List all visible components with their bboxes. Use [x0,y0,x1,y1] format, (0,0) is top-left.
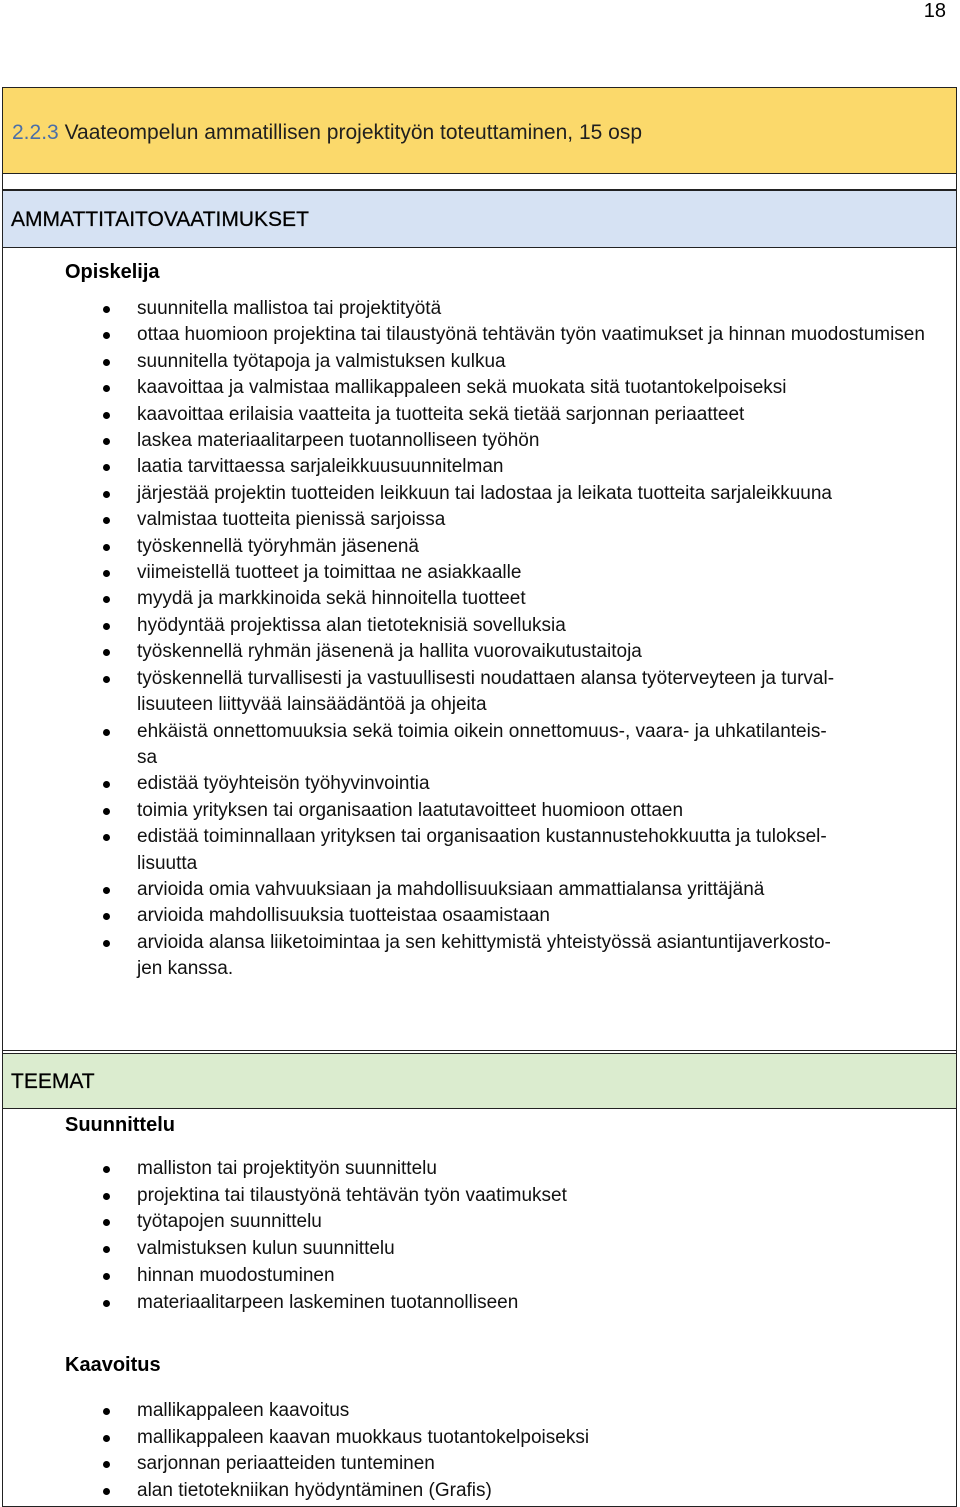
list-item [3,1451,956,1478]
list-item-text: projektina tai tilaustyönä tehtävän työn vaatimukset [137,1184,567,1206]
bullet-icon [103,1408,110,1415]
list-item [3,481,956,507]
list-item [3,1290,956,1317]
list-item-text: laatia tarvittaessa sarjaleikkuusuunnitelman [137,456,504,478]
theme-list-kaavoitus [3,1398,956,1505]
bullet-icon [103,1166,110,1173]
requirements-header [3,190,956,248]
list-item [3,454,956,480]
section-title-text: Vaateompelun ammatillisen projektityön toteuttaminen, 15 osp [64,121,643,144]
list-item [3,586,956,612]
list-item-text: mallikappaleen kaavan muokkaus tuotantokelpoiseksi [137,1426,590,1448]
bullet-icon [103,834,110,841]
list-item [3,507,956,533]
list-item [3,402,956,428]
bullet-icon [103,729,110,736]
spacer-row [3,174,956,190]
document-table [2,87,957,1507]
list-item-text: hyödyntää projektissa alan tietoteknisiä sovelluksia [137,614,566,636]
bullet-icon [103,491,110,498]
list-item-text: työskennellä turvallisesti ja vastuullisesti noudattaen alansa työterveyteen ja turval- lisuuteen liittyvää lainsäädäntöä ja ohjeita [137,667,835,716]
list-item [3,296,956,322]
section-title [12,121,642,145]
list-item [3,798,956,824]
list-item [3,719,956,772]
bullet-icon [103,887,110,894]
bullet-icon [103,913,110,920]
list-item-text: materiaalitarpeen laskeminen tuotannolliseen [137,1291,519,1313]
list-item [3,930,956,983]
bullet-icon [103,940,110,947]
theme-group-title-kaavoitus: Kaavoitus [65,1354,161,1376]
list-item-text: työtapojen suunnittelu [137,1211,322,1233]
bullet-icon [103,1273,110,1280]
list-item [3,877,956,903]
list-item-text: arvioida alansa liiketoimintaa ja sen kehittymistä yhteistyössä asiantuntijaverkosto- jen kanssa. [137,931,831,980]
bullet-icon [103,649,110,656]
requirements-subject: Opiskelija [65,261,160,283]
bullet-icon [103,412,110,419]
list-item [3,666,956,719]
list-item [3,560,956,586]
bullet-icon [103,438,110,445]
bullet-icon [103,1246,110,1253]
bullet-icon [103,1300,110,1307]
list-item [3,1156,956,1183]
bullet-icon [103,808,110,815]
list-item-text: sarjonnan periaatteiden tunteminen [137,1453,435,1475]
bullet-icon [103,1219,110,1226]
list-item [3,1183,956,1210]
themes-heading: TEEMAT [11,1070,95,1093]
list-item-text: työskennellä ryhmän jäsenenä ja hallita vuorovaikutustaitoja [137,641,642,663]
list-item-text: arvioida omia vahvuuksiaan ja mahdollisuuksiaan ammattialansa yrittäjänä [137,878,765,900]
bullet-icon [103,385,110,392]
list-item [3,428,956,454]
list-item [3,903,956,929]
list-item-text: edistää toiminnallaan yrityksen tai organisaation kustannustehokkuutta ja tuloksel- lisuutta [137,826,827,874]
bullet-icon [103,623,110,630]
requirements-list [3,296,956,983]
list-item [3,639,956,665]
list-item-text: kaavoittaa erilaisia vaatteita ja tuotteita sekä tietää sarjonnan periaatteet [137,403,745,425]
bullet-icon [103,464,110,471]
list-item [3,613,956,639]
list-item-text: toimia yrityksen tai organisaation laatutavoitteet huomioon ottaen [137,799,684,821]
list-item-text: alan tietotekniikan hyödyntäminen (Grafis) [137,1480,492,1502]
list-item [3,824,956,877]
theme-group-title-suunnittelu: Suunnittelu [65,1114,175,1136]
bullet-icon [103,596,110,603]
bullet-icon [103,1435,110,1442]
list-item-text: valmistuksen kulun suunnittelu [137,1238,395,1260]
bullet-icon [103,570,110,577]
list-item [3,1236,956,1263]
bullet-icon [103,1488,110,1495]
themes-header [3,1053,956,1109]
list-item [3,1398,956,1425]
list-item-text: valmistaa tuotteita pienissä sarjoissa [137,509,446,531]
list-item [3,534,956,560]
section-divider [3,1050,956,1051]
requirements-heading: AMMATTITAITOVAATIMUKSET [11,208,309,231]
list-item [3,1263,956,1290]
list-item [3,1209,956,1236]
list-item-text: ehkäistä onnettomuuksia sekä toimia oikein onnettomuus-, vaara- ja uhkatilanteis- sa [137,720,827,768]
bullet-icon [103,1461,110,1468]
list-item-text: malliston tai projektityön suunnittelu [137,1158,437,1179]
list-item-text: suunnitella mallistoa tai projektityötä [137,298,442,319]
page-number: 18 [923,0,946,22]
bullet-icon [103,781,110,788]
list-item [3,771,956,797]
list-item-text: edistää työyhteisön työhyvinvointia [137,773,430,795]
bullet-icon [103,676,110,683]
list-item-text: työskennellä työryhmän jäsenenä [137,535,420,557]
bullet-icon [103,359,110,366]
list-item-text: kaavoittaa ja valmistaa mallikappaleen sekä muokata sitä tuotantokelpoiseksi [137,377,787,399]
list-item-text: arvioida mahdollisuuksia tuotteistaa osaamistaan [137,905,550,927]
list-item-text: hinnan muodostuminen [137,1264,335,1286]
list-item-text: järjestää projektin tuotteiden leikkuun tai ladostaa ja leikata tuotteita sarjaleikkuuna [137,482,832,504]
bullet-icon [103,517,110,524]
bullet-icon [103,332,110,339]
title-section [3,88,956,174]
list-item-text: laskea materiaalitarpeen tuotannolliseen työhön [137,430,540,452]
theme-list-suunnittelu [3,1156,956,1316]
list-item [3,1478,956,1505]
list-item-text: suunnitella työtapoja ja valmistuksen kulkua [137,350,506,372]
list-item-text: myydä ja markkinoida sekä hinnoitella tuotteet [137,588,526,610]
list-item [3,322,956,348]
list-item [3,375,956,401]
section-number: 2.2.3 [12,121,59,144]
bullet-icon [103,544,110,551]
list-item [3,349,956,375]
list-item-text: mallikappaleen kaavoitus [137,1400,350,1421]
list-item [3,1425,956,1452]
list-item-text: ottaa huomioon projektina tai tilaustyönä tehtävän työn vaatimukset ja hinnan muodostumisen [137,324,925,346]
bullet-icon [103,306,110,313]
list-item-text: viimeistellä tuotteet ja toimittaa ne asiakkaalle [137,562,522,584]
bullet-icon [103,1193,110,1200]
